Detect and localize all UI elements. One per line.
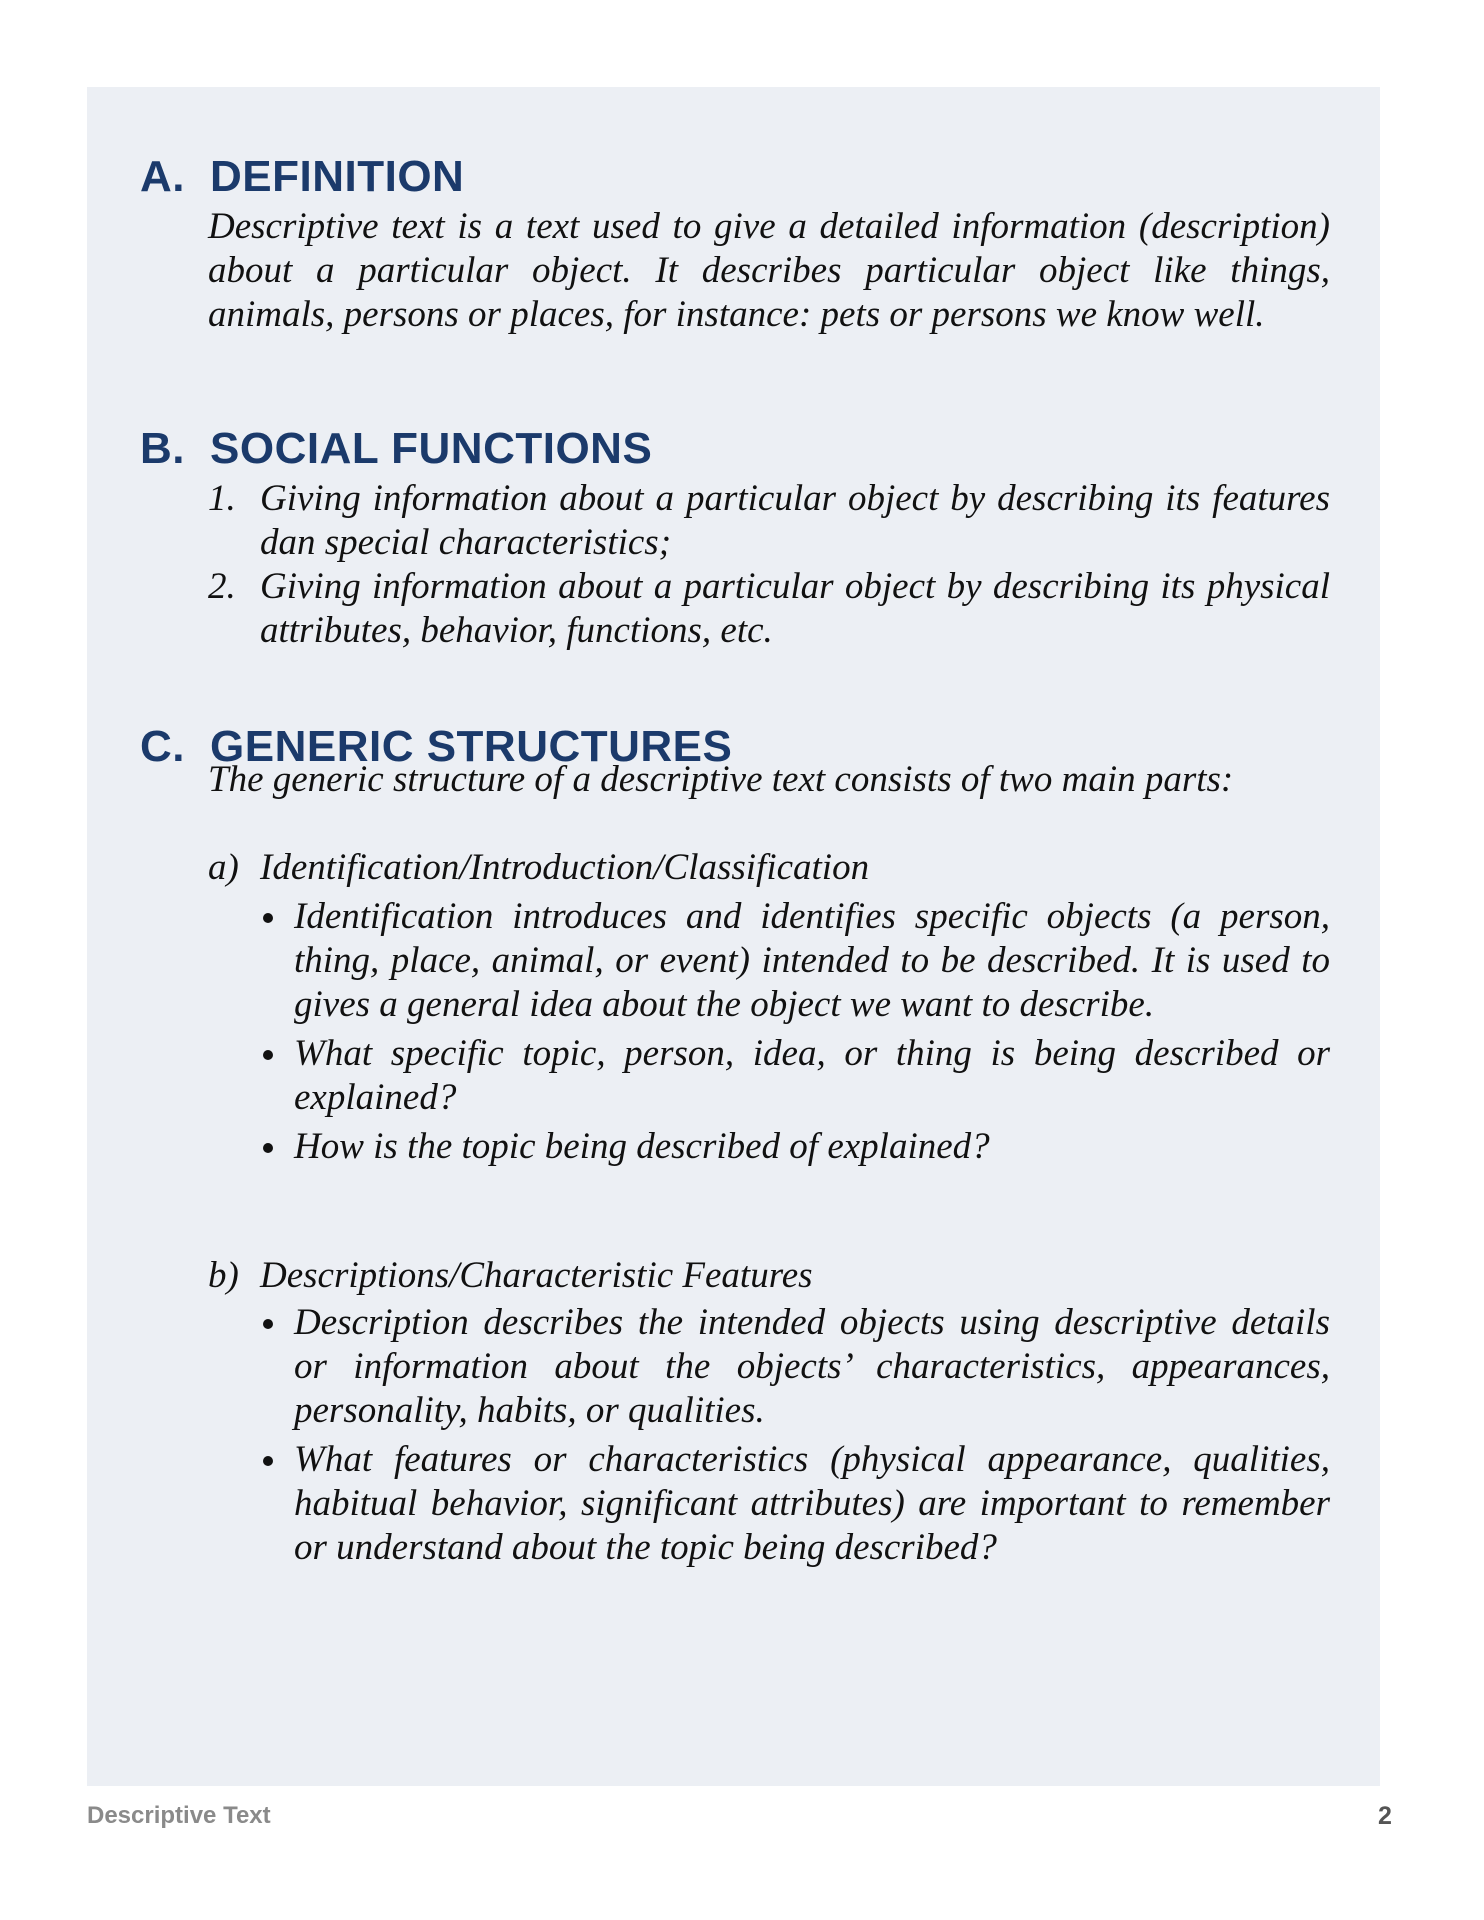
part-b-bullets <box>260 1301 1330 1575</box>
generic-structures-intro: The generic structure of a descriptive text consists of two main parts: <box>208 759 1234 800</box>
bullet-icon <box>263 1050 273 1060</box>
section-letter: C. <box>140 722 185 771</box>
bullet-item <box>260 1301 1330 1433</box>
definition-paragraph: Descriptive text is a text used to give a detailed information (description) about a particular object. It describes particular object like things, animals, persons or places, for instance: pets or persons we know well. <box>208 206 1330 335</box>
section-title: DEFINITION <box>210 152 465 201</box>
list-number: 1. <box>208 478 236 519</box>
social-functions-list <box>208 477 1330 653</box>
bullet-item <box>260 1032 1330 1120</box>
part-mark: a) <box>208 847 239 888</box>
list-number: 2. <box>208 566 236 607</box>
section-letter: B. <box>140 424 185 473</box>
bullet-text: Identification introduces and identifies specific objects (a person, thing, place, animal, or event) intended to be described. It is used to gives a general idea about the object we want to describe. <box>294 896 1330 1025</box>
bullet-icon <box>263 1143 273 1153</box>
list-item-text: Giving information about a particular object by describing its physical attributes, behavior, functions, etc. <box>260 566 1330 651</box>
bullet-text: Description describes the intended objects using descriptive details or information about the objects’ characteristics, appearances, personality, habits, or qualities. <box>294 1302 1330 1431</box>
bullet-item <box>260 1438 1330 1570</box>
bullet-item <box>260 895 1330 1027</box>
bullet-icon <box>263 913 273 923</box>
section-letter: A. <box>140 152 185 201</box>
page-number: 2 <box>1378 1802 1392 1830</box>
bullet-icon <box>263 1319 273 1329</box>
part-label: Descriptions/Characteristic Features <box>260 1255 813 1296</box>
part-a-bullets <box>260 895 1330 1174</box>
bullet-item <box>260 1125 1330 1169</box>
bullet-icon <box>263 1456 273 1466</box>
bullet-text: What features or characteristics (physical appearance, qualities, habitual behavior, significant attributes) are important to remember or understand about the topic being described? <box>294 1439 1330 1568</box>
part-mark: b) <box>208 1255 239 1296</box>
part-label: Identification/Introduction/Classification <box>260 847 870 888</box>
section-title: GENERIC STRUCTURES <box>210 722 733 771</box>
bullet-text: What specific topic, person, idea, or thing is being described or explained? <box>294 1033 1330 1118</box>
list-item-text: Giving information about a particular object by describing its features dan special characteristics; <box>260 478 1330 563</box>
bullet-text: How is the topic being described of explained? <box>294 1126 990 1167</box>
footer-title: Descriptive Text <box>87 1802 271 1829</box>
list-item <box>208 565 1330 653</box>
section-title: SOCIAL FUNCTIONS <box>210 424 653 473</box>
list-item <box>208 477 1330 565</box>
